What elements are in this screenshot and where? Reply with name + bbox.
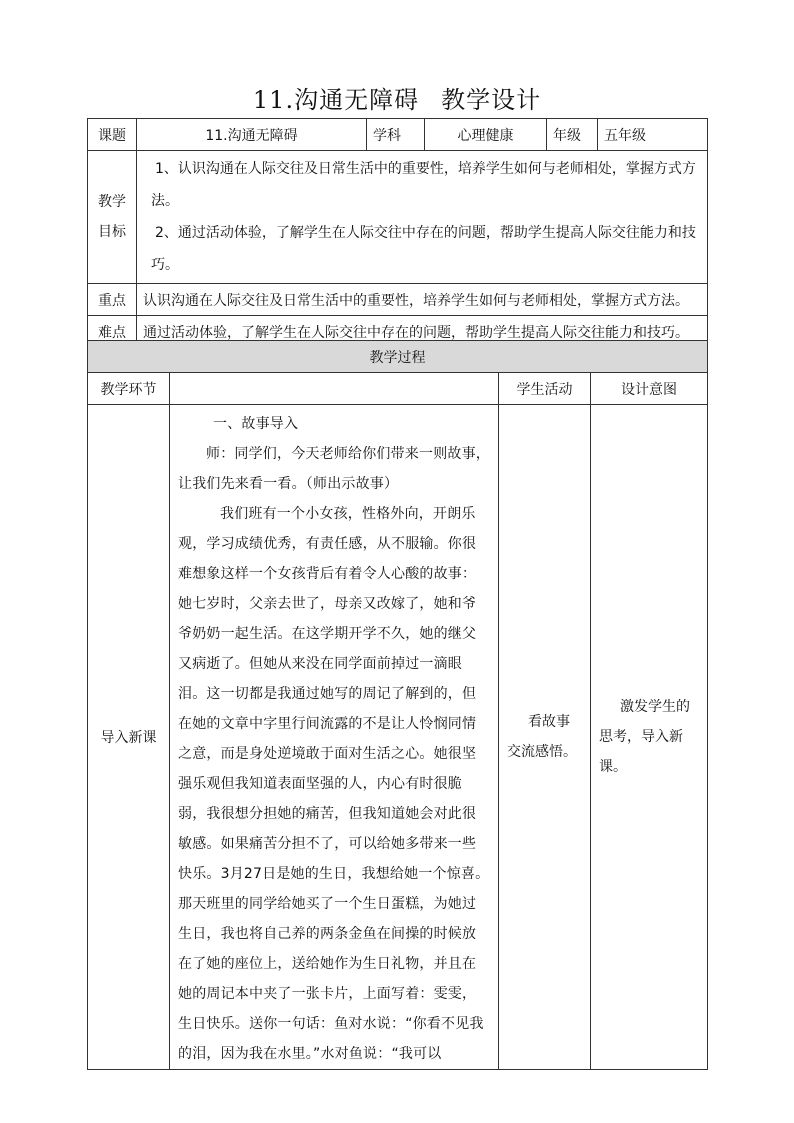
topic-label: 课题 — [88, 119, 137, 151]
col-content-header — [170, 373, 499, 405]
key-label: 重点 — [88, 284, 137, 316]
goal-label-line1: 教学 — [98, 194, 126, 210]
story-text: 我们班有一个小女孩，性格外向，开朗乐观，学习成绩优秀，有责任感，从不服输。你很难想象这样一个女孩背后有着令人心酸的故事：她七岁时，父亲去世了，母亲又改嫁了，她和爷爷奶奶一起生活。在这学期开学不久，她的继父又病逝了。但她从来没在同学面前掉过一滴眼泪。这一切都是我通过她写的周记了解到的，但在她的文章中字里行间流露的不是让人怜悯同情之意，而是身处逆境敢于面对生活之心。她很坚强乐观但我知道表面坚强的人，内心有时很脆弱，我很想分担她的痛苦，但我知道她会对此很敏感。如果痛苦分担不了，可以给她多带来一些快乐。3月27日是她的生日，我想给她一个惊喜。那天班里的同学给她买了一个生日蛋糕，为她过生日，我也将自己养的两条金鱼在间操的时候放在了她的座位上，送给她作为生日礼物，并且在她的周记本中夹了一张卡片，上面写着：雯雯，生日快乐。送你一句话：鱼对水说：“你看不见我的泪，因为我在水里。”水对鱼说：“我可以 — [178, 506, 490, 1062]
process-table — [87, 340, 708, 1070]
intent-cell: 激发学生的思考，导入新课。 — [591, 405, 708, 1070]
stage-cell: 导入新课 — [88, 405, 170, 1070]
topic-value: 11.沟通无障碍 — [137, 119, 367, 151]
goal-item-2: 2、通过活动体验，了解学生在人际交往中存在的问题，帮助学生提高人际交往能力和技巧。 — [151, 225, 696, 273]
col-intent-header: 设计意图 — [591, 373, 708, 405]
grade-value: 五年级 — [598, 119, 708, 151]
story-cell — [170, 405, 499, 1070]
activity-cell: 看故事交流感悟。 — [499, 405, 591, 1070]
goal-text — [137, 151, 708, 284]
difficulty-value: 通过活动体验，了解学生在人际交往中存在的问题，帮助学生提高人际交往能力和技巧。 — [137, 316, 708, 348]
title-main: 11.沟通无障碍 — [252, 86, 420, 114]
key-value: 认识沟通在人际交往及日常生活中的重要性，培养学生如何与老师相处，掌握方式方法。 — [137, 284, 708, 316]
process-header: 教学过程 — [88, 341, 708, 373]
goal-item-1: 1、认识沟通在人际交往及日常生活中的重要性，培养学生如何与老师相处，掌握方式方法。 — [151, 161, 696, 209]
page-title — [0, 80, 794, 115]
teacher-line: 师：同学们，今天老师给你们带来一则故事，让我们先来看一看。（师出示故事） — [178, 446, 490, 492]
section-title: 一、故事导入 — [213, 416, 299, 432]
subject-value: 心理健康 — [425, 119, 547, 151]
info-table — [87, 118, 708, 348]
col-activity-header: 学生活动 — [499, 373, 591, 405]
grade-label: 年级 — [547, 119, 598, 151]
subject-label: 学科 — [367, 119, 425, 151]
goal-label-line2: 目标 — [98, 224, 126, 240]
difficulty-label: 难点 — [88, 316, 137, 348]
col-stage-header: 教学环节 — [88, 373, 170, 405]
goal-label — [88, 151, 137, 284]
title-sub: 教学设计 — [441, 86, 542, 114]
